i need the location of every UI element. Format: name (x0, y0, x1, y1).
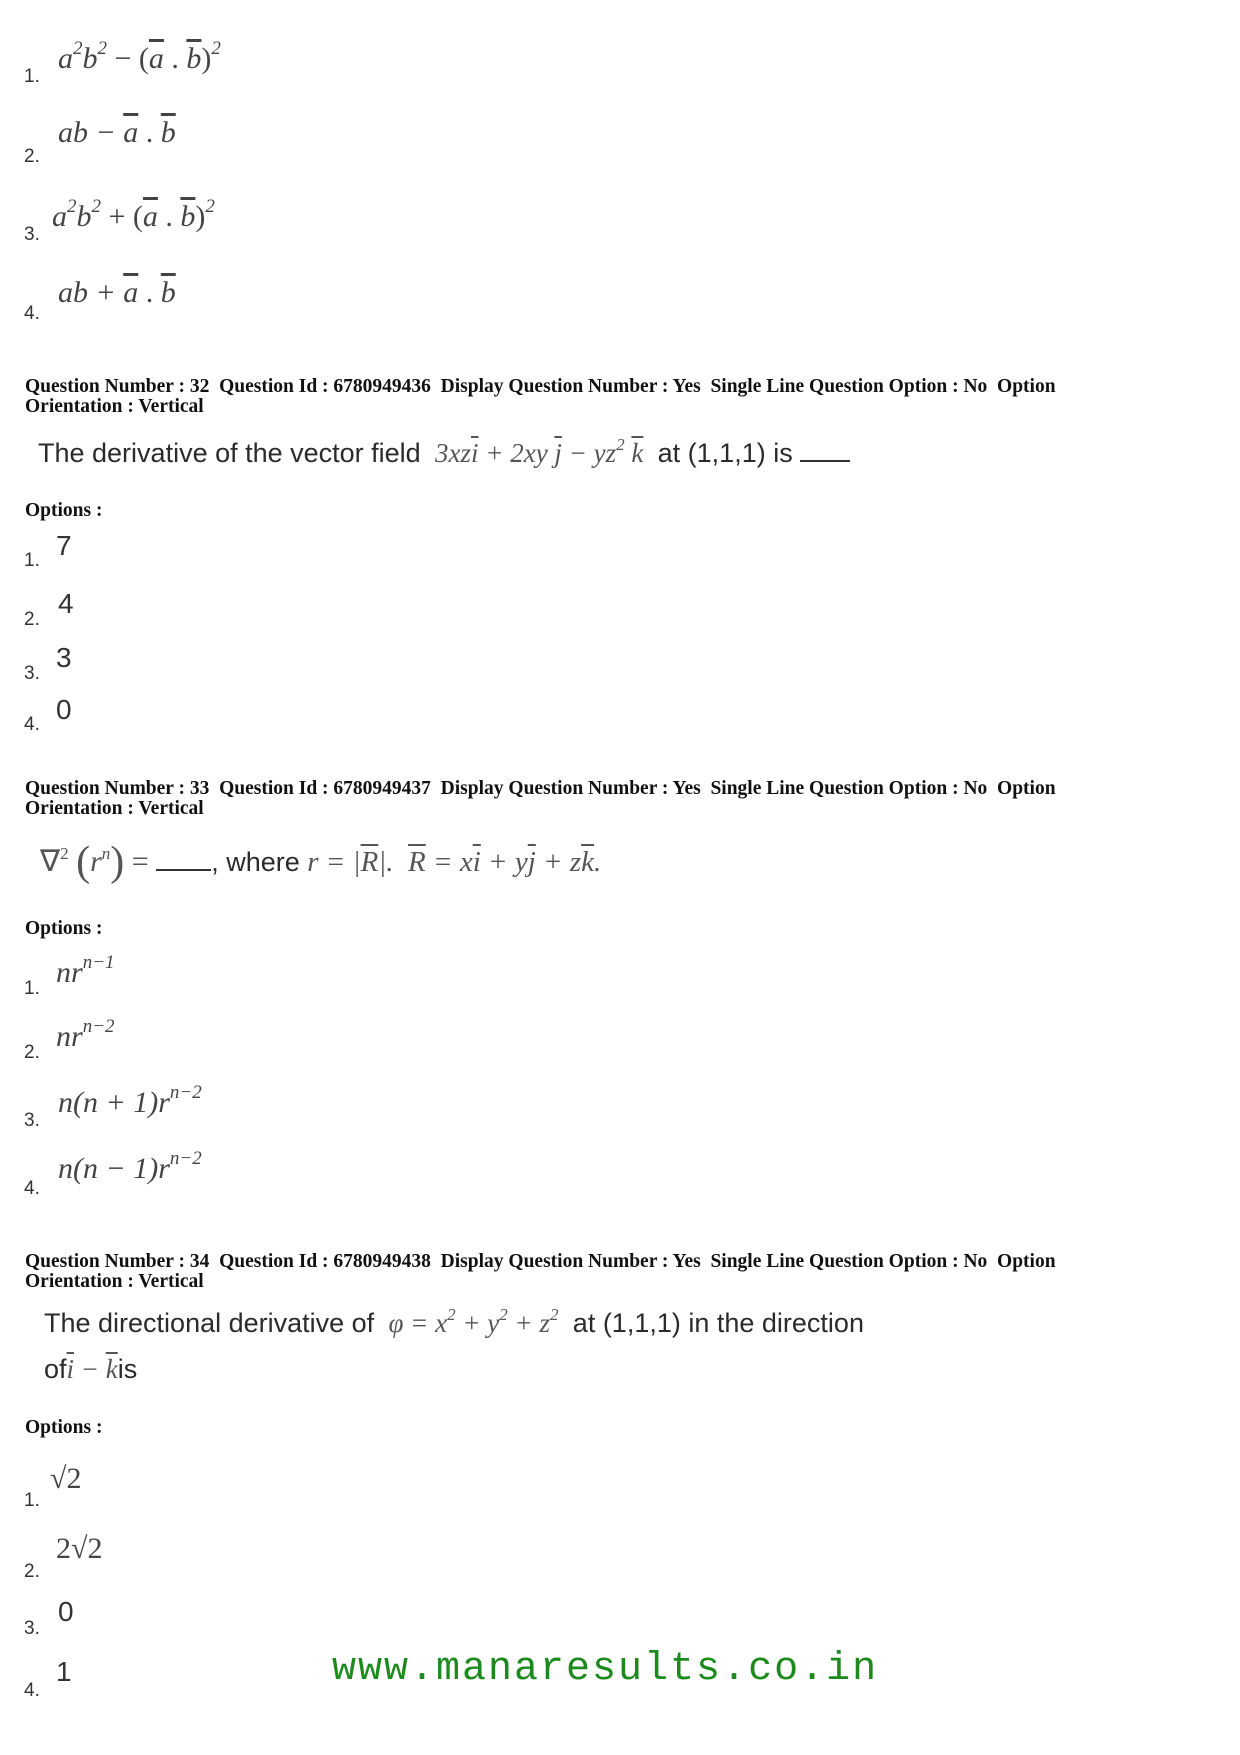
option-number: 4. (24, 1680, 40, 1701)
option-number: 4. (24, 714, 40, 735)
option-value: 1 (56, 1656, 72, 1687)
question-stem: ∇$^2$ $(r^n)$ = , where $r = |\overline{R}|$. $\overline{R} = x\overline{i} + y\overline{j} + z\overline{k}$. (40, 839, 602, 885)
q31-option-3: $a^2b^2 + (\overline{a}$ . $\overline{b})^2$ (52, 196, 215, 233)
option-number: 3. (24, 1618, 40, 1639)
options-label: Options : (25, 500, 103, 521)
option-number: 4. (24, 303, 40, 324)
option-value: 3 (56, 642, 72, 673)
option-value: √2 (50, 1462, 82, 1495)
option-value: 0 (56, 694, 72, 725)
answer-blank (156, 869, 211, 871)
question-meta: Question Number : 34 Question Id : 6780949438 Display Question Number : Yes Single Line Question Option : No Option Orientation : Vertical (25, 1251, 1056, 1292)
option-number: 2. (24, 1561, 40, 1582)
question-stem-line-1: The directional derivative of $\varphi = x^2 + y^2 + z^2$ at (1,1,1) in the direction (44, 1305, 864, 1338)
option-value: 2√2 (56, 1532, 103, 1565)
option-number: 2. (24, 609, 40, 630)
option-number: 4. (24, 1178, 40, 1199)
option-number: 3. (24, 1110, 40, 1131)
q31-option-4: ab + $\overline{a}$ . $\overline{b}$ (58, 276, 176, 309)
option-value: $n(n + 1)r^{n-2}$ (58, 1082, 202, 1119)
q31-option-1: $a^2b^2 - (\overline{a}$ . $\overline{b})^2$ (58, 38, 221, 75)
question-meta: Question Number : 32 Question Id : 6780949436 Display Question Number : Yes Single Line Question Option : No Option Orientation : Vertical (25, 376, 1056, 417)
option-value: $nr^{n-1}$ (56, 952, 115, 989)
option-number: 2. (24, 1042, 40, 1063)
option-number: 1. (24, 66, 40, 87)
option-value: 0 (58, 1596, 74, 1627)
options-label: Options : (25, 1417, 103, 1438)
option-number: 1. (24, 550, 40, 571)
option-number: 2. (24, 146, 40, 167)
question-stem-line-2: $of\overline{i} - \overline{k}is$ (44, 1354, 138, 1384)
option-value: $n(n - 1)r^{n-2}$ (58, 1148, 202, 1185)
option-number: 1. (24, 978, 40, 999)
option-value: $nr^{n-2}$ (56, 1016, 115, 1053)
option-value: 4 (58, 588, 74, 619)
answer-blank (800, 460, 850, 462)
question-stem: The derivative of the vector field $3xz\overline{i} + 2xy$ $\overline{j} - yz^2$ $\overline{k}$ at (1,1,1) is (38, 435, 850, 469)
q31-option-2: ab − $\overline{a}$ . $\overline{b}$ (58, 116, 176, 149)
option-number: 3. (24, 663, 40, 684)
question-meta: Question Number : 33 Question Id : 6780949437 Display Question Number : Yes Single Line Question Option : No Option Orientation : Vertical (25, 778, 1056, 819)
options-label: Options : (25, 918, 103, 939)
option-number: 1. (24, 1490, 40, 1511)
option-number: 3. (24, 224, 40, 245)
site-url-link[interactable]: www.manaresults.co.in (332, 1647, 879, 1692)
option-value: 7 (56, 530, 72, 561)
